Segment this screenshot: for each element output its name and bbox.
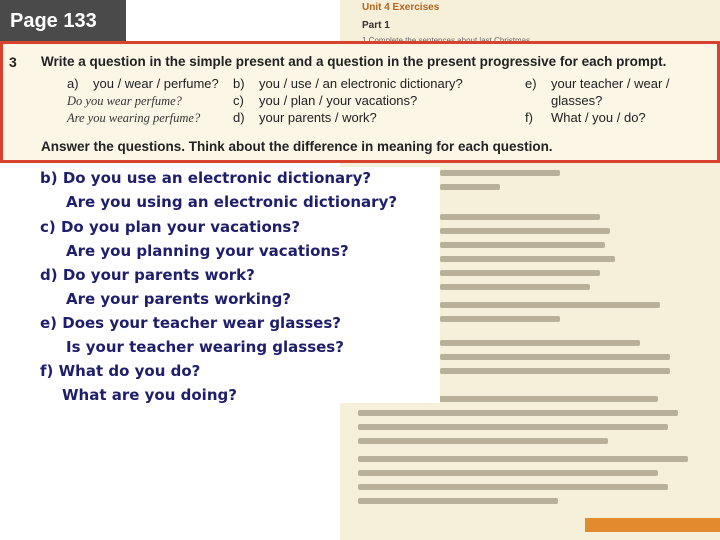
answer-line: d) Do your parents work? bbox=[40, 266, 255, 284]
answer-line: c) Do you plan your vacations? bbox=[40, 218, 301, 236]
prompt-e-continued: glasses? bbox=[551, 93, 603, 108]
example-answer: Do you wear perfume? bbox=[67, 94, 182, 108]
text-line bbox=[358, 410, 678, 416]
text-line bbox=[440, 214, 600, 220]
exercise-instruction: Write a question in the simple present and a question in the present progressive for each prompt. bbox=[41, 54, 667, 69]
exercise-footer: Answer the questions. Think about the difference in meaning for each question. bbox=[41, 139, 553, 154]
prompt-c: c) you / plan / your vacations? bbox=[233, 93, 418, 108]
text-line bbox=[440, 316, 560, 322]
unit-title: Unit 4 Exercises bbox=[362, 2, 440, 13]
text-line bbox=[358, 470, 658, 476]
text-line bbox=[440, 284, 590, 290]
prompt-d: d) your parents / work? bbox=[233, 110, 377, 125]
prompt-f: f) What / you / do? bbox=[525, 110, 646, 125]
answer-line: b) Do you use an electronic dictionary? bbox=[40, 169, 372, 187]
text-line bbox=[440, 270, 600, 276]
example-answer: Are you wearing perfume? bbox=[67, 111, 201, 125]
text-line bbox=[358, 424, 668, 430]
answer-line: Are you planning your vacations? bbox=[66, 242, 349, 260]
answer-line: What are you doing? bbox=[62, 386, 237, 404]
text-line bbox=[440, 368, 670, 374]
part-title: Part 1 bbox=[362, 20, 390, 31]
text-line bbox=[440, 184, 500, 190]
answer-line: Are your parents working? bbox=[66, 290, 292, 308]
text-line bbox=[358, 438, 608, 444]
exercise-number: 3 bbox=[9, 54, 17, 70]
text-line bbox=[440, 228, 610, 234]
page-footer-bar bbox=[585, 518, 720, 532]
answer-line: Are you using an electronic dictionary? bbox=[66, 193, 398, 211]
text-line bbox=[358, 456, 688, 462]
exercise-box bbox=[0, 41, 720, 163]
page-label: Page 133 bbox=[0, 0, 126, 42]
text-line bbox=[440, 340, 640, 346]
text-line bbox=[440, 354, 670, 360]
text-line bbox=[358, 484, 668, 490]
answer-line: e) Does your teacher wear glasses? bbox=[40, 314, 341, 332]
text-line bbox=[440, 256, 615, 262]
prompt-a: a) you / wear / perfume? bbox=[67, 76, 219, 91]
answer-line: f) What do you do? bbox=[40, 362, 201, 380]
text-line bbox=[358, 498, 558, 504]
text-line bbox=[440, 302, 660, 308]
text-line bbox=[440, 170, 560, 176]
answer-line: Is your teacher wearing glasses? bbox=[66, 338, 344, 356]
text-line bbox=[440, 242, 605, 248]
prompt-b: b) you / use / an electronic dictionary? bbox=[233, 76, 463, 91]
answers-panel bbox=[32, 167, 440, 403]
prompt-e: e) your teacher / wear / bbox=[525, 76, 670, 91]
